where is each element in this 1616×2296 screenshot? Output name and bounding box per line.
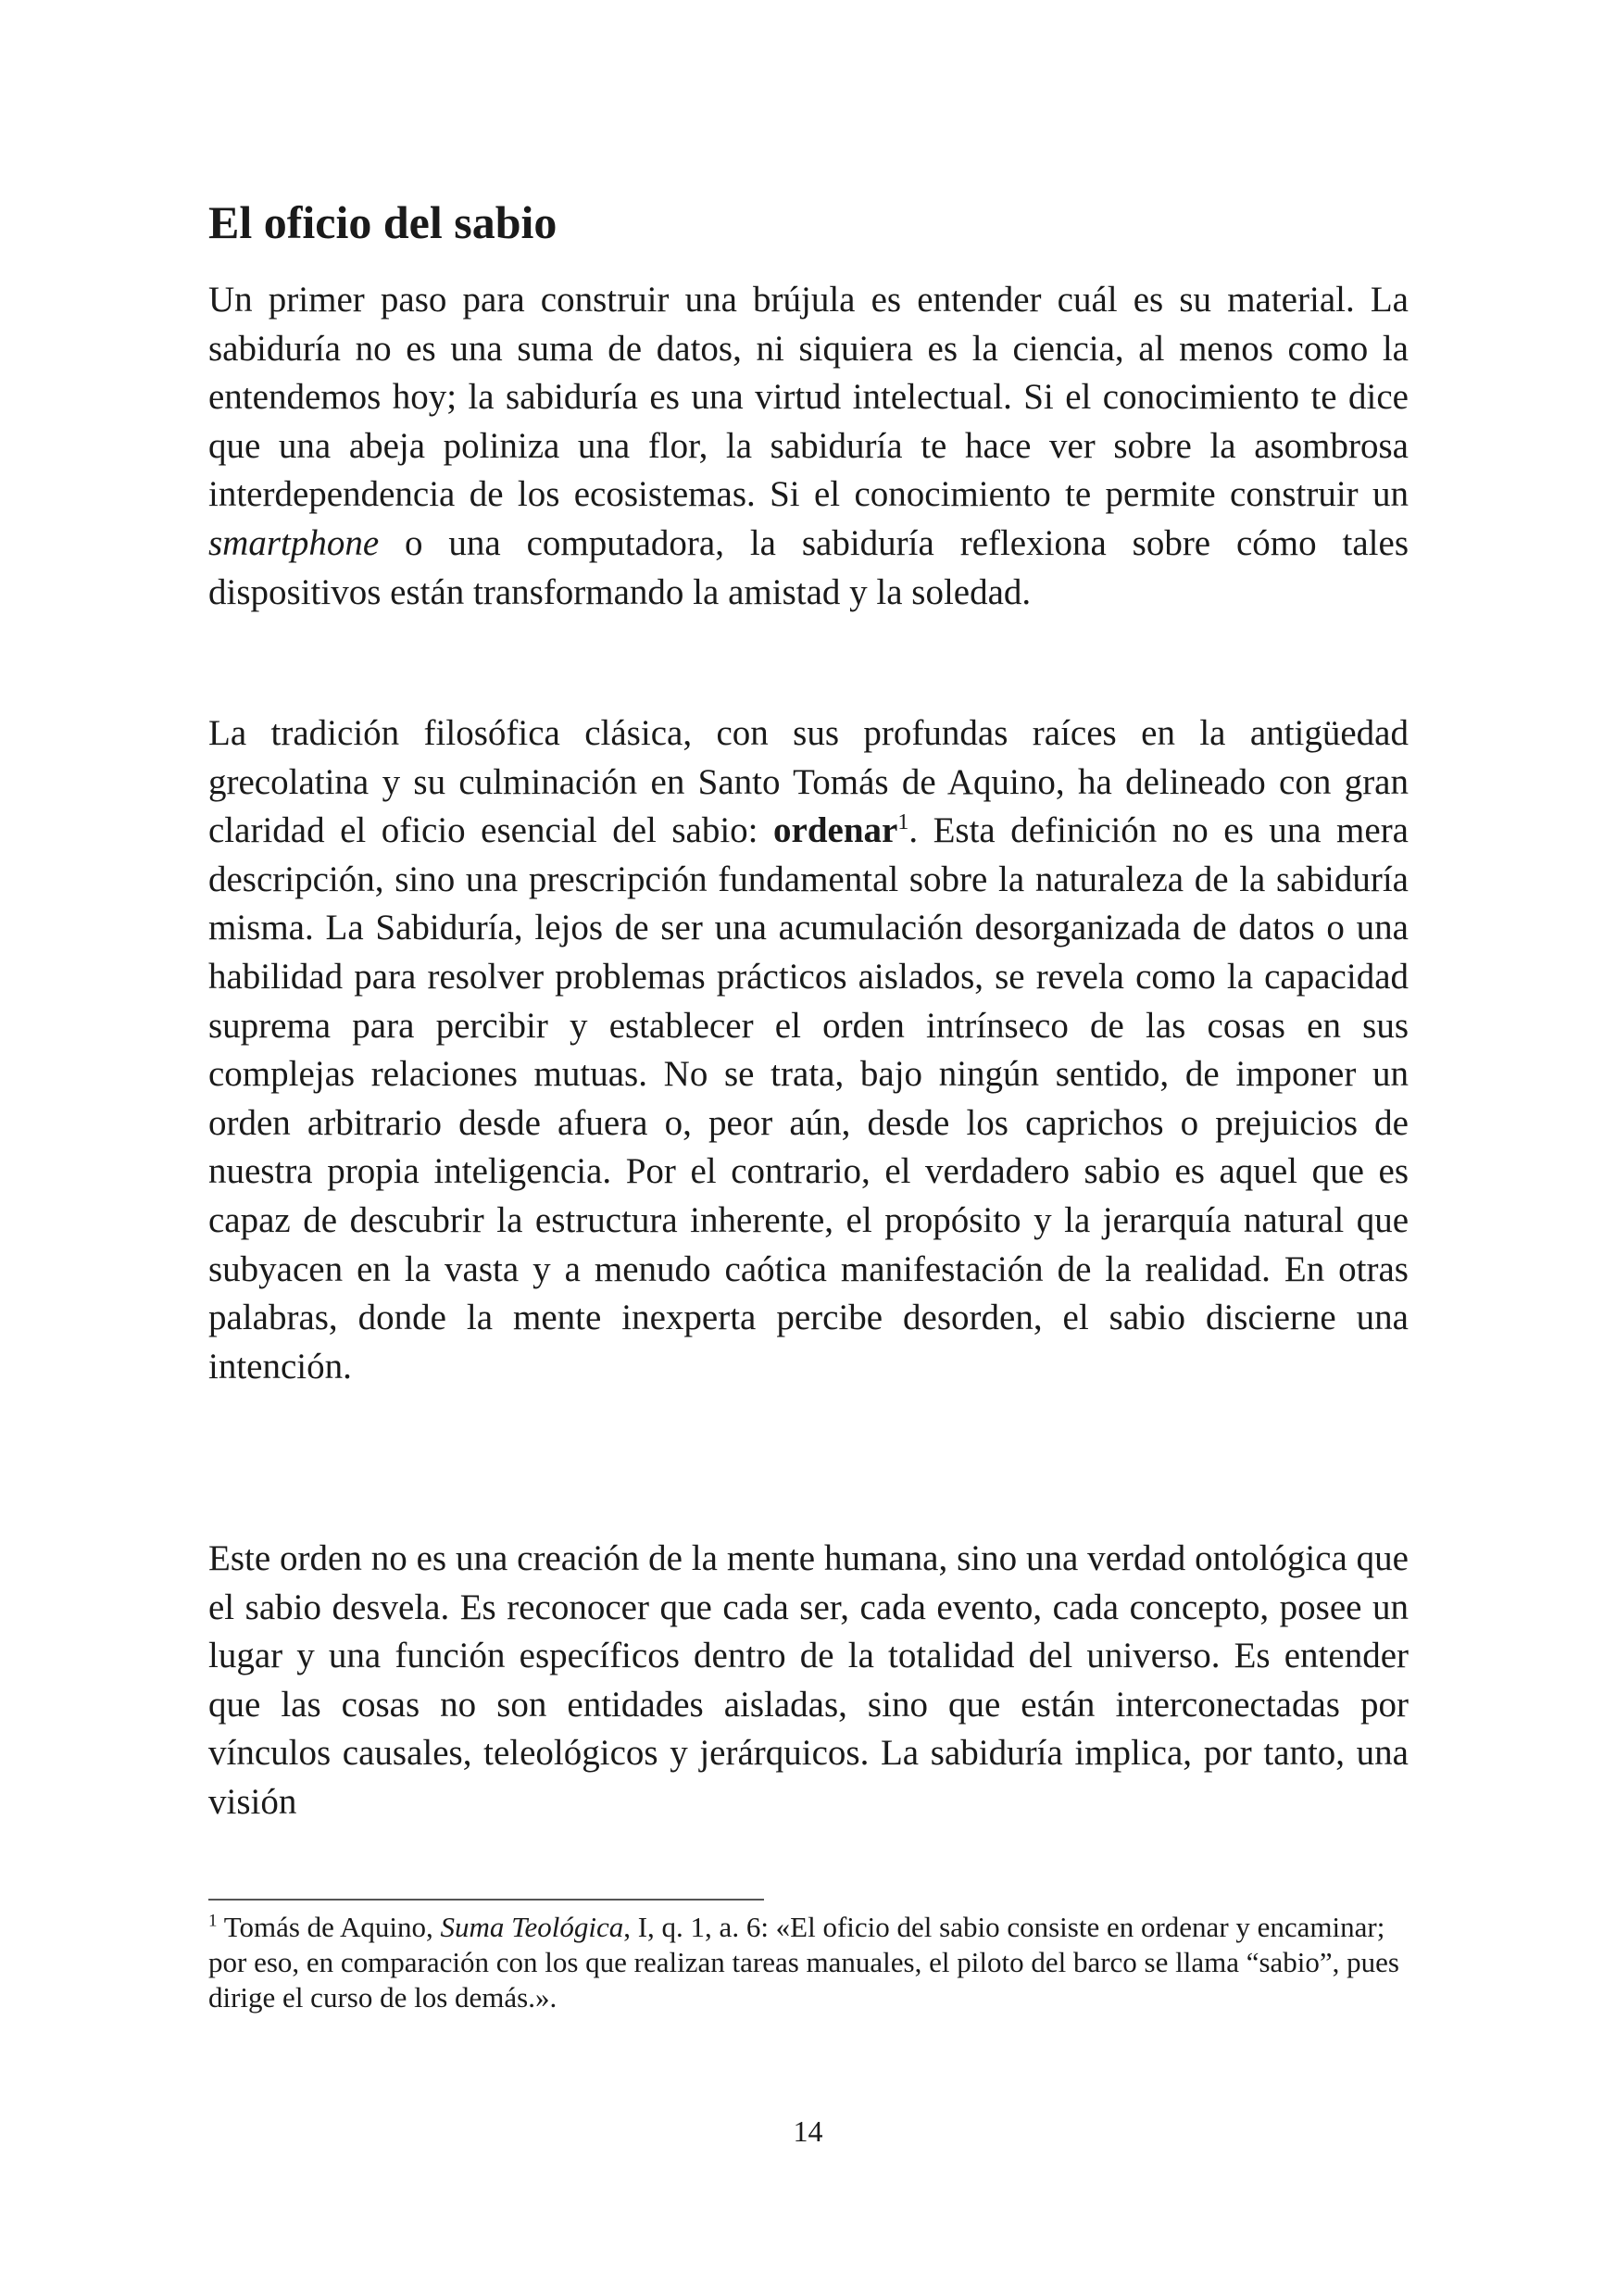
italic-term: smartphone (208, 522, 380, 563)
footnote-text: Tomás de Aquino, (217, 1911, 441, 1943)
paragraph-text: . Esta definición no es una mera descripción, sino una prescripción fundamental sobre la naturaleza de la sabiduría misma. La Sabiduría, lejos de ser una acumulación desorganizada de datos o una habilidad para resolver problemas prácticos aislados, se revela como la capacidad suprema para percibir y establecer el orden intrínseco de las cosas en sus complejas relaciones mutuas. No se trata, bajo ningún sentido, de imponer un orden arbitrario desde afuera o, peor aún, desde los caprichos o prejuicios de nuestra propia inteligencia. Por el contrario, el verdadero sabio es aquel que es capaz de descubrir la estructura inherente, el propósito y la jerarquía natural que subyacen en la vasta y a menudo caótica manifestación de la realidad. En otras palabras, donde la mente inexperta percibe desorden, el sabio discierne una intención. (208, 810, 1409, 1386)
footnote-number: 1 (208, 1911, 218, 1931)
footnote (208, 1910, 1409, 2015)
paragraph-text: o una computadora, la sabiduría reflexiona sobre cómo tales dispositivos están transformando la amistad y la soledad. (208, 522, 1409, 612)
footnote-text: , I, q. 1, a. 6: «El oficio del sabio consiste en ordenar y encaminar; por eso, en comparación con los que realizan tareas manuales, el piloto del barco se llama “sabio”, pues dirige el curso de los demás.». (208, 1911, 1400, 2014)
footnote-reference[interactable]: 1 (897, 810, 909, 835)
footnote-divider (208, 1899, 764, 1901)
section-title: El oficio del sabio (208, 196, 557, 248)
paragraph-text: La tradición filosófica clásica, con sus profundas raíces en la antigüedad grecolatina y su culminación en Santo Tomás de Aquino, ha delineado con gran claridad el oficio esencial del sabio: (208, 713, 1409, 851)
page-number: 14 (793, 2114, 823, 2148)
paragraph-text: Un primer paso para construir una brújula es entender cuál es su material. La sabiduría no es una suma de datos, ni siquiera es la ciencia, al menos como la entendemos hoy; la sabiduría es una virtud intelectual. Si el conocimiento te dice que una abeja poliniza una flor, la sabiduría te hace ver sobre la asombrosa interdependencia de los ecosistemas. Si el conocimiento te permite construir un (208, 280, 1409, 515)
paragraph-3: Este orden no es una creación de la mente humana, sino una verdad ontológica que el sabio desvela. Es reconocer que cada ser, cada evento, cada concepto, posee un lugar y una función específicos dentro de la totalidad del universo. Es entender que las cosas no son entidades aisladas, sino que están interconectadas por vínculos causales, teleológicos y jerárquicos. La sabiduría implica, por tanto, una visión (208, 1538, 1409, 1822)
bold-term: ordenar (773, 810, 898, 851)
paragraph-2 (208, 709, 1409, 1391)
paragraph-1 (208, 276, 1409, 617)
footnote-book-title: Suma Teológica (440, 1911, 624, 1943)
